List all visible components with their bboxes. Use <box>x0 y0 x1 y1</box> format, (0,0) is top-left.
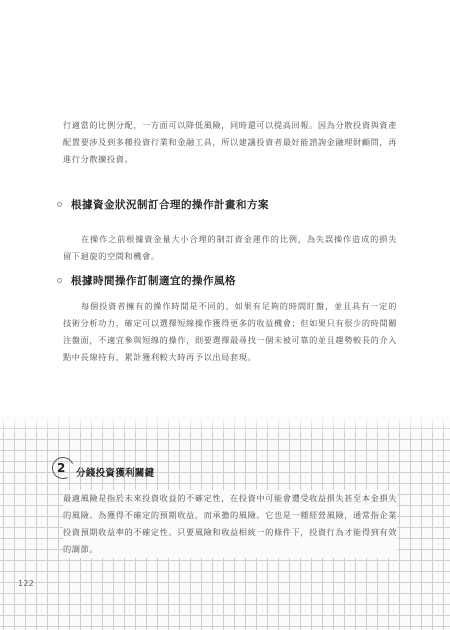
grid-fade <box>0 415 450 433</box>
section-heading-1 <box>57 197 269 212</box>
tip-number: 2 <box>57 461 66 475</box>
section-1-paragraph: 在操作之前根據資金量大小合理的制訂資金運作的比例，為失誤操作造成的損失留下迴旋的空間和機會。 <box>63 234 397 261</box>
tip-paragraph: 最適風險是指於未來投資收益的不確定性，在投資中可能會遭受收益損失甚至本金損失的風險。為獲得不確定的預期收益，而承擔的風險。它也是一種經營風險，通常指企業投資預期收益率的不確定性。只要風險和收益相統一的條件下，投資行為才能得到有效的調節。 <box>63 490 397 558</box>
tip-number-badge <box>52 457 74 479</box>
section-2-paragraph: 每個投資者擁有的操作時間是不同的，如果有足夠的時間盯盤，並且具有一定的技術分析功力，確定可以選擇短線操作獲得更多的收益機會；但如果只有很少的時間關注盤面，不適宜參與短線的操作，則要選擇最尋找一個未被可靠的並且趨勢較長的介入點中長線持有，累計獲利較大時再予以出局套現。 <box>63 301 397 362</box>
intro-paragraph: 行適當的比例分配，一方面可以降低風險，同時還可以提高回報。因為分散投資與資產配置要涉及到多種投資行業和金融工具，所以建議投資者最好能諮詢金融理財顧問，再進行分散擴投資。 <box>63 120 397 164</box>
bullet-icon <box>57 202 62 207</box>
page-number: 122 <box>18 579 35 588</box>
section-heading-2 <box>57 273 236 288</box>
bullet-icon <box>57 278 62 283</box>
tip-heading <box>52 457 154 479</box>
section-heading-2-text: 根據時間操作訂制適宜的操作風格 <box>71 275 236 287</box>
tip-heading-text: 分錢投資獲利關鍵 <box>76 468 155 479</box>
section-heading-1-text: 根據資金狀況制訂合理的操作計畫和方案 <box>71 199 269 211</box>
